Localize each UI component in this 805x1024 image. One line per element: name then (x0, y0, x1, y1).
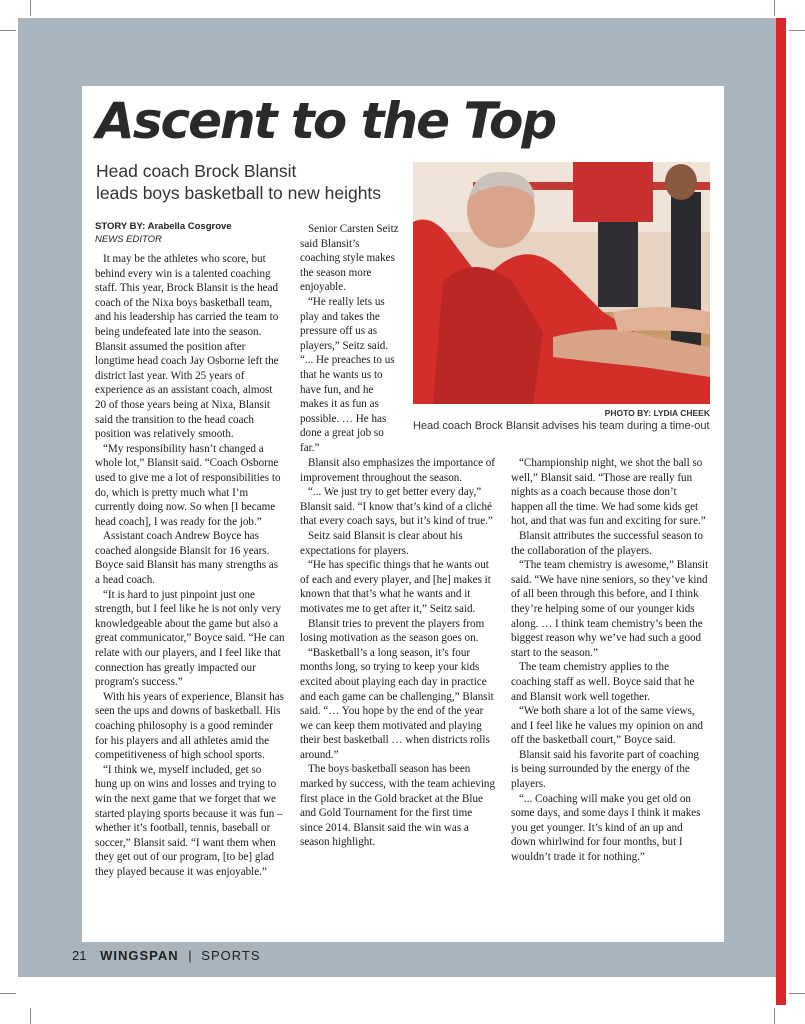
paragraph: “He really lets us play and takes the pressure off us as players,” Seitz said. “... He preaches to us that he wants us to have fun, and he makes it as fun as possible. … He has done a great job so far.” (300, 295, 395, 454)
paragraph: “I think we, myself included, get so hung up on wins and losses and trying to win the next game that we forget that we started playing sports because it was fun – whether it’s football, tennis, baseball or soccer,” Blansit said. “I want them when they get out of our program, [to be] glad they played because it was enjoyable.” (95, 763, 283, 878)
paragraph: The team chemistry applies to the coaching staff as well. Boyce said that he and Blansit work well together. (511, 661, 695, 703)
article-photo (413, 162, 710, 404)
paragraph: Seitz said Blansit is clear about his expectations for players. (300, 529, 463, 557)
article-panel (82, 86, 724, 942)
crop-mark (0, 30, 16, 31)
paragraph: “... We just try to get better every day,” Blansit said. “I know that’s kind of a cliché that every coach says, but it’s kind of true.” (300, 486, 493, 528)
byline-author: STORY BY: Arabella Cosgrove (95, 221, 232, 232)
paragraph: “It is hard to just pinpoint just one strength, but I feel like he is not only very knowledgeable about the game but also a great communicator,” Boyce said. “He can relate with our players, and I feel like that connection has greatly impacted our program's success.” (95, 588, 285, 689)
crop-mark (774, 1008, 775, 1024)
headline: Ascent to the Top (96, 92, 556, 150)
paragraph: Blansit said his favorite part of coaching is being surrounded by the energy of the players. (511, 748, 699, 791)
paragraph: “We both share a lot of the same views, and I feel like he values my opinion on and off the basketball court,” Boyce said. (511, 705, 703, 747)
subtitle (96, 160, 396, 204)
article-column-2 (300, 222, 402, 456)
byline (95, 220, 232, 246)
paragraph: “Basketball’s a long season, it’s four months long, so trying to keep your kids excited about playing each day in practice and each game can be challenging,” Blansit said. “… You hope by the end of the year we can keep them motivated and playing their best basketball … when districts rolls around.” (300, 646, 494, 761)
subtitle-line: leads boys basketball to new heights (96, 183, 382, 203)
paragraph: “The team chemistry is awesome,” Blansit said. “We have nine seniors, so they’ve kind of all been through this before, and I think they’re helping some of our younger kids along. … I think team chemistry’s been the biggest reason why we’ve had such a good start to the season.” (511, 559, 709, 659)
page-footer (72, 948, 261, 963)
paragraph: It may be the athletes who score, but behind every win is a talented coaching staff. This year, Brock Blansit is the head coach of the Nixa boys basketball team, and his leadership has carried the team to being undefeated late into the season. Blansit assumed the position after longtime head coach Jay Osborne left the district last year. With 25 years of experience as an assistant coach, almost 20 of those years being at Nixa, Blansit said the transition to the head coach position was relatively smooth. (95, 253, 279, 441)
crop-mark (789, 993, 805, 994)
section-name: SPORTS (201, 948, 261, 963)
footer-separator: | (188, 948, 192, 963)
article-column-4 (511, 456, 709, 865)
paragraph: “... Coaching will make you get old on some days, and some days I think it makes you get younger. It’s kind of an up and down whirlwind for four months, but I wouldn’t trade it for nothing.” (511, 792, 701, 864)
paragraph: “He has specific things that he wants out of each and every player, and [he] makes it known that that’s what he wants and it motivates me to get after it,” Seitz said. (300, 559, 491, 615)
magazine-name: WINGSPAN (100, 948, 179, 963)
crop-mark (30, 1008, 31, 1024)
paragraph: “Championship night, we shot the ball so well,” Blansit said. “Those are really fun nights as a coach because those don’t happen all the time. We had some kids get hot, and that was fun and exciting for sure.” (511, 457, 706, 528)
paragraph: Assistant coach Andrew Boyce has coached alongside Blansit for 16 years. Boyce said Blansit has many strengths as a head coach. (95, 530, 279, 587)
photo-caption: Head coach Brock Blansit advises his team during a time-out (413, 420, 710, 432)
byline-role: NEWS EDITOR (95, 234, 162, 245)
paragraph: With his years of experience, Blansit has seen the ups and downs of basketball. His coaching philosophy is a good reminder for his players and all athletes amid the competitiveness of high school sports. (95, 690, 285, 762)
subtitle-line: Head coach Brock Blansit (96, 161, 297, 181)
crop-mark (0, 993, 16, 994)
crop-mark (30, 0, 31, 16)
article-column-1 (95, 252, 285, 880)
paragraph: Senior Carsten Seitz said Blansit’s coaching style makes the season more enjoyable. (300, 223, 399, 294)
crop-mark (774, 0, 775, 16)
paragraph: Blansit tries to prevent the players from losing motivation as the season goes on. (300, 617, 485, 645)
article-column-3 (300, 456, 496, 850)
page-number: 21 (72, 948, 87, 963)
paragraph: The boys basketball season has been marked by success, with the team achieving first place in the Gold bracket at the Blue and Gold Tournament for the first time since 2014. Blansit said the win was a season highlight. (300, 763, 496, 849)
paragraph: Blansit also emphasizes the importance of improvement throughout the season. (300, 457, 496, 484)
accent-bar (776, 18, 786, 1005)
photo-credit: PHOTO BY: LYDIA CHEEK (604, 408, 710, 418)
paragraph: “My responsibility hasn’t changed a whole lot,” Blansit said. “Coach Osborne used to give me a lot of responsibilities to do, which is pretty much what I’m currently doing now. So when [I became head coach], I was ready for the job.” (95, 442, 281, 528)
paragraph: Blansit attributes the successful season to the collaboration of the players. (511, 529, 703, 557)
crop-mark (789, 30, 805, 31)
